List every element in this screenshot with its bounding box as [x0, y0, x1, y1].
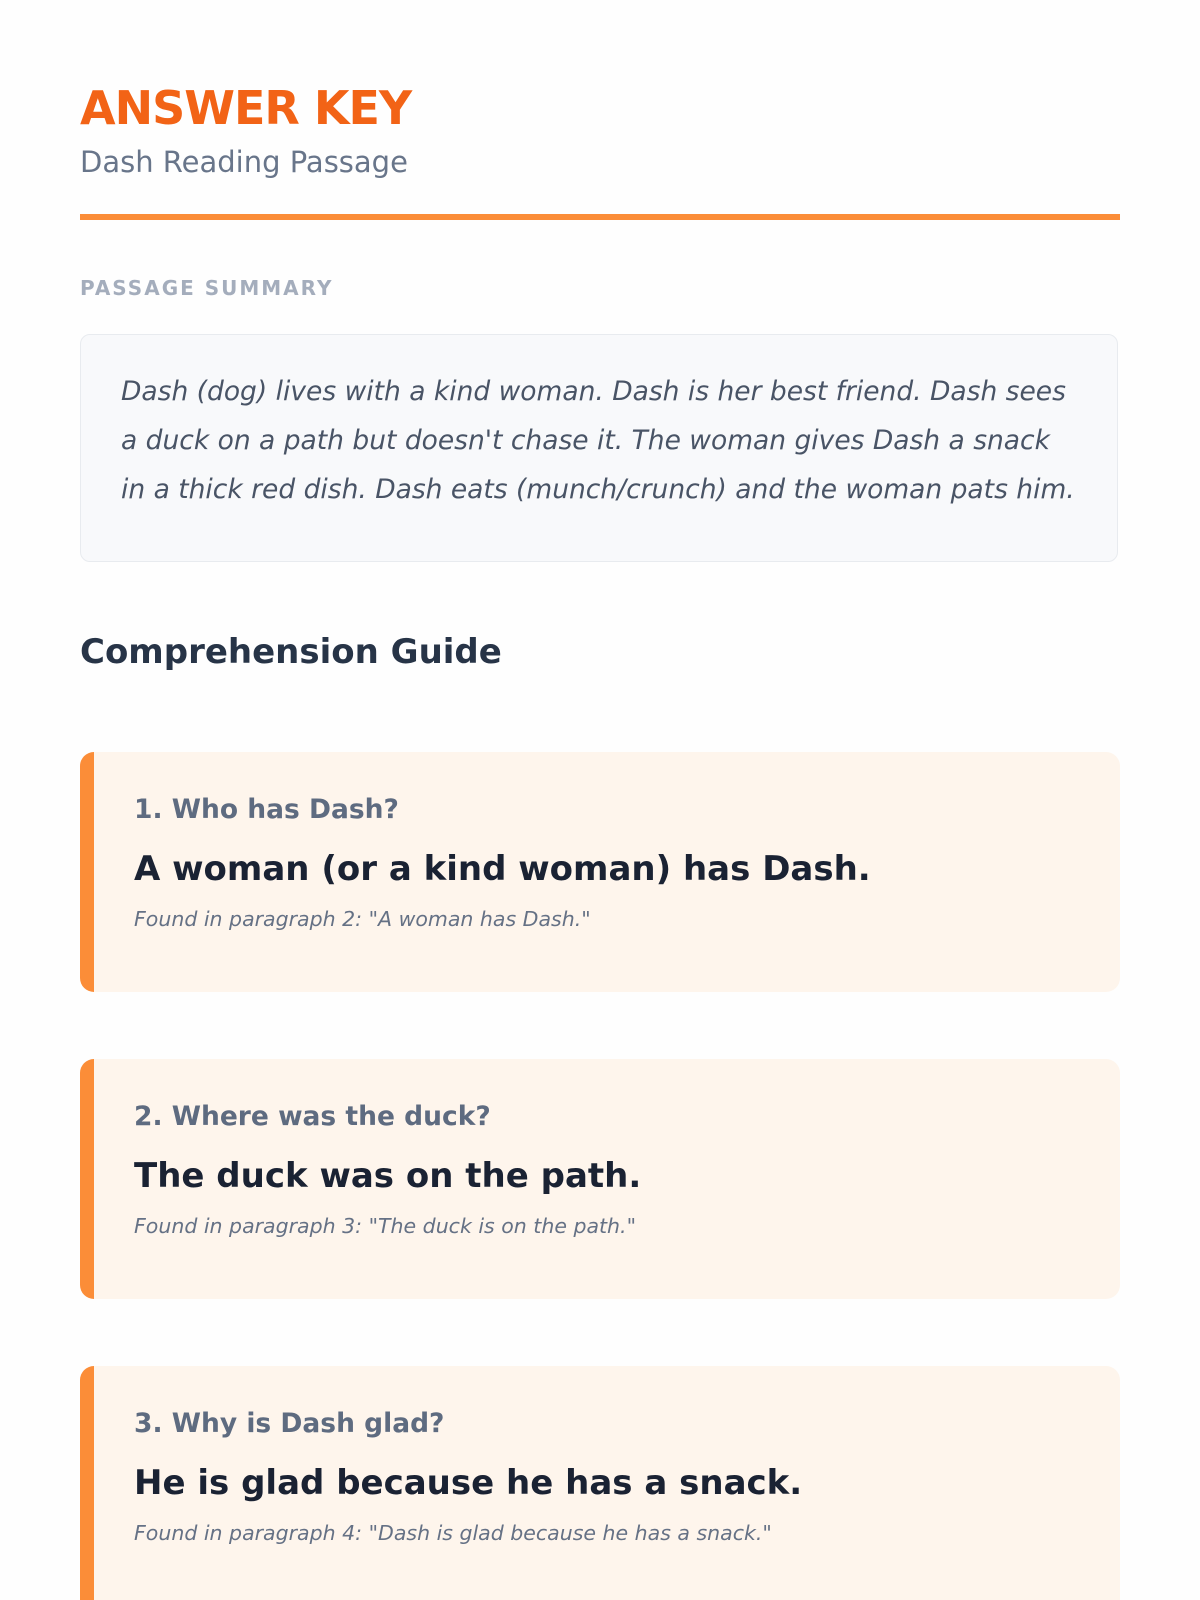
passage-summary-label: PASSAGE SUMMARY: [80, 276, 334, 300]
page-subtitle: Dash Reading Passage: [80, 145, 408, 179]
answer-text: He is glad because he has a snack.: [134, 1463, 803, 1503]
answer-text: A woman (or a kind woman) has Dash.: [134, 849, 871, 889]
page-title: ANSWER KEY: [80, 81, 412, 135]
answer-source: Found in paragraph 4: "Dash is glad because he has a snack.": [134, 1521, 772, 1545]
answer-source: Found in paragraph 3: "The duck is on the path.": [134, 1214, 636, 1238]
answer-card: [80, 1059, 1120, 1299]
comprehension-guide-heading: Comprehension Guide: [80, 632, 502, 672]
passage-summary-text: Dash (dog) lives with a kind woman. Dash is her best friend. Dash sees a duck on a path but doesn't chase it. The woman gives Dash a snack in a thick red dish. Dash eats (munch/crunch) and the woman pats him.: [121, 376, 1075, 505]
answer-card: [80, 752, 1120, 992]
header-divider: [80, 214, 1120, 220]
answer-card: [80, 1366, 1120, 1600]
passage-summary-box: [80, 334, 1118, 562]
answer-text: The duck was on the path.: [134, 1156, 642, 1196]
question-text: 2. Where was the duck?: [134, 1101, 491, 1132]
answer-source: Found in paragraph 2: "A woman has Dash.": [134, 907, 591, 931]
question-text: 3. Why is Dash glad?: [134, 1408, 445, 1439]
question-text: 1. Who has Dash?: [134, 794, 399, 825]
